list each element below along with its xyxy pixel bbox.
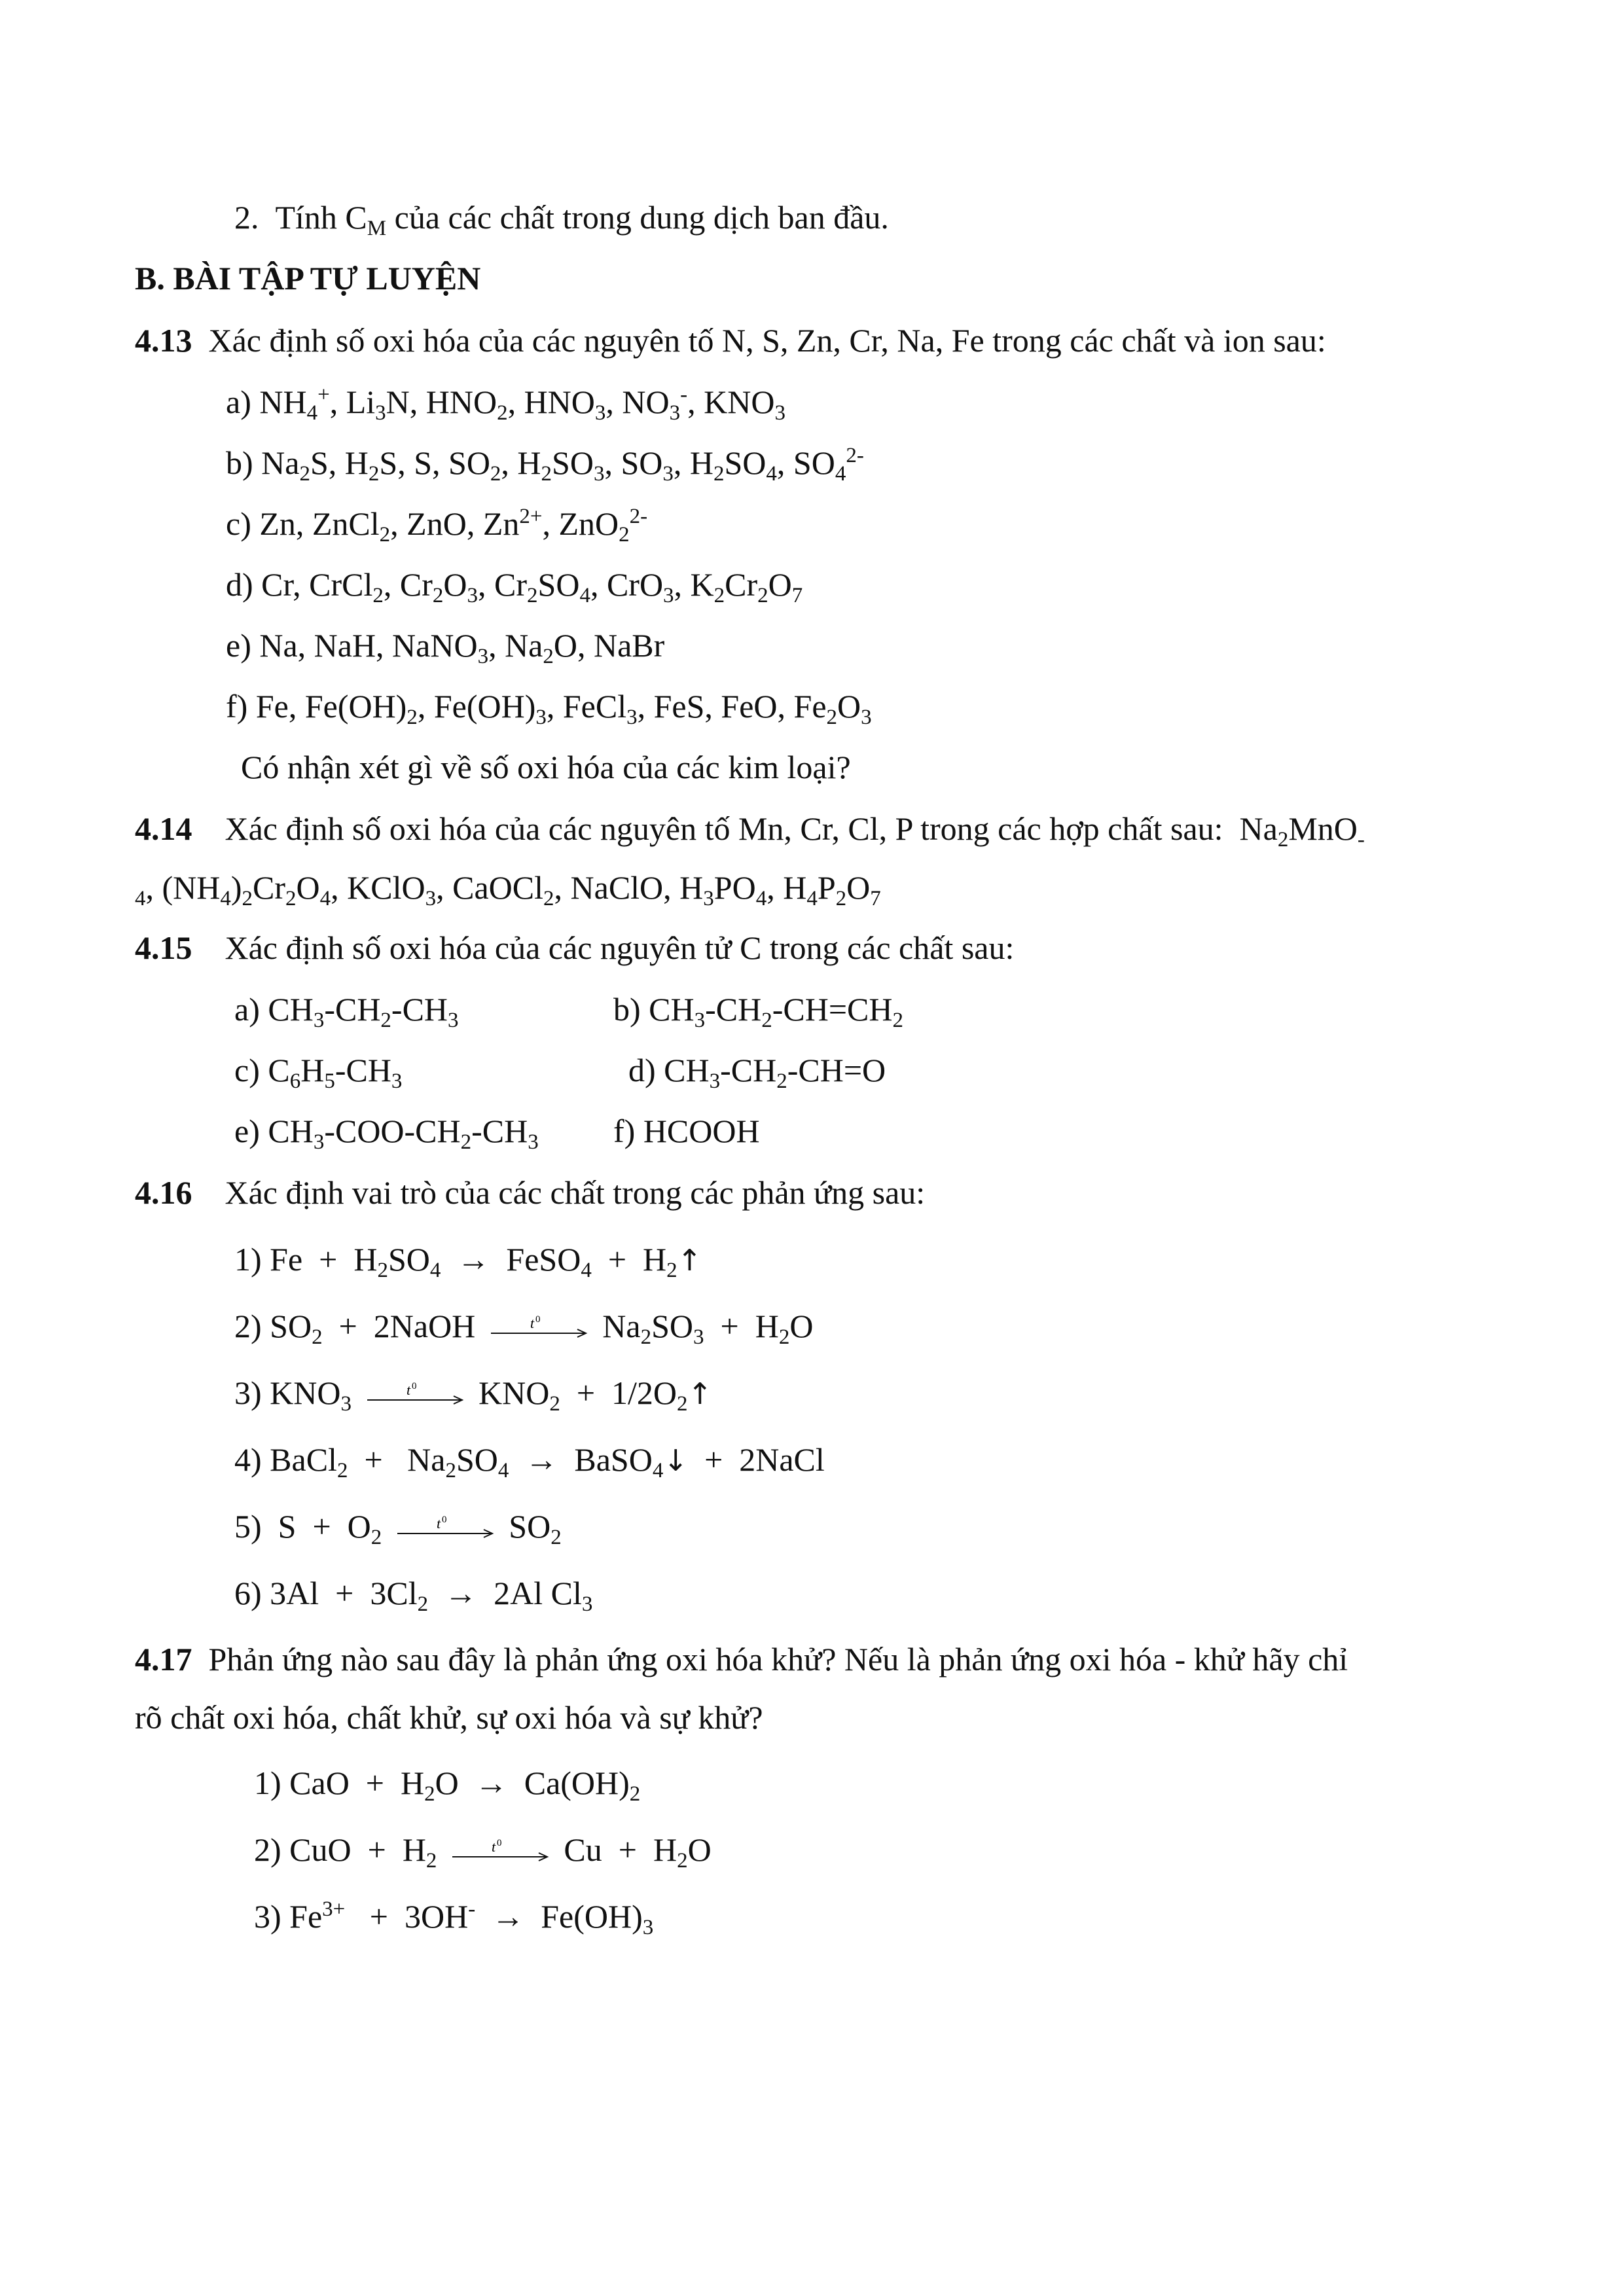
heat-arrow-icon <box>366 1380 464 1407</box>
q413-item-e: e) Na, NaH, NaNO$_3$, $Na_2O$, NaBr <box>226 627 665 668</box>
question-4-17-continued: rõ chất oxi hóa, chất khử, sự oxi hóa và sự khử? <box>135 1699 763 1736</box>
reaction-number: 3) <box>254 1898 281 1935</box>
heat-label: t <box>530 1315 535 1331</box>
item-label: a) <box>226 384 251 420</box>
question-4-13 <box>135 321 1326 360</box>
intro-item-2 <box>234 198 889 240</box>
section-title: B. BÀI TẬP TỰ LUYỆN <box>135 260 481 296</box>
item-label: d) <box>628 1052 656 1088</box>
heat-arrow-graphic <box>451 1837 549 1863</box>
reaction-number: 4) <box>234 1441 262 1478</box>
question-number: 4.13 <box>135 322 192 359</box>
reaction-number: 2) <box>234 1308 262 1344</box>
q415-item-d: d) $CH_3-CH_2-CH=O$ <box>628 1052 886 1093</box>
q416-reaction-6: 6) $3Al + 3Cl_2 \to 2Al$ $Cl_3$ <box>234 1575 593 1616</box>
q417-reaction-3: 3) $Fe^{3+} + 3OH^- \to Fe(OH)_3$ <box>254 1897 654 1939</box>
reaction-number: 1) <box>254 1765 281 1801</box>
question-4-17 <box>135 1640 1348 1679</box>
heat-label: t <box>437 1515 441 1532</box>
item-label: f) <box>613 1113 636 1149</box>
q417-reaction-1: 1) CaO + $H_2O \to Ca(OH)_2$ <box>254 1765 641 1806</box>
q416-reaction-1: 1) $Fe + H_2SO_4$ → FeSO$_4$ + $H_2↑$ <box>234 1241 702 1282</box>
question-text: Xác định vai trò của các chất trong các phản ứng sau: <box>225 1174 926 1211</box>
item-label: e) <box>226 627 251 664</box>
heat-arrow-graphic <box>490 1314 588 1340</box>
reaction-number: 5) <box>234 1508 262 1545</box>
question-4-14: 4.14 Xác định số oxi hóa của các nguyên tố Mn, Cr, Cl, P trong các hợp chất sau: $Na_2MnO_-$ <box>135 810 1365 852</box>
item-text: HCOOH <box>643 1113 760 1149</box>
question-number: 4.16 <box>135 1174 192 1211</box>
heat-label: t <box>406 1382 411 1398</box>
question-number: 4.14 <box>135 810 192 847</box>
question-4-15 <box>135 928 1014 967</box>
item-number: 2. <box>234 199 259 236</box>
heat-arrow-graphic <box>366 1380 464 1407</box>
question-text: Xác định số oxi hóa của các nguyên tử C trong các chất sau: <box>225 929 1015 966</box>
item-label: b) <box>226 444 253 481</box>
heat-arrow-icon <box>451 1837 549 1863</box>
heat-label-superscript: 0 <box>442 1515 447 1525</box>
q413-note: Có nhận xét gì về số oxi hóa của các kim loại? <box>241 749 851 785</box>
item-label: d) <box>226 566 253 603</box>
item-label: c) <box>226 505 251 542</box>
heat-label: t <box>492 1839 496 1855</box>
heat-arrow-icon <box>396 1514 494 1540</box>
gas-arrow-icon: ↑ <box>687 1376 713 1411</box>
precipitate-arrow-icon: ↓ <box>663 1443 689 1478</box>
subscript: M <box>367 216 387 240</box>
q416-reaction-2: 2) $SO_2$ + 2NaOH t 0 $Na_2SO_3 + H_2O$ <box>234 1308 814 1349</box>
q415-item-a: a) $CH_3-CH_2-CH_3$ <box>234 991 459 1032</box>
q414-compounds: $_4$, $(NH_4)_2Cr_2O_4$, KClO$_3$, CaOCl$_2$, NaClO, $H_3PO_4$, $H_4P_2O_7$ <box>135 869 881 910</box>
question-text: Xác định số oxi hóa của các nguyên tố N, S, Zn, Cr, Na, Fe trong các chất và ion sau: <box>208 322 1326 359</box>
item-text: Tính C <box>275 199 367 236</box>
q413-item-d: d) Cr, CrCl$_2$, $Cr_2O_3$, $Cr_2SO_4$, CrO$_3$, $K_2Cr_2O_7$ <box>226 566 803 607</box>
heat-label-superscript: 0 <box>497 1838 502 1848</box>
heat-label-superscript: 0 <box>535 1314 541 1325</box>
q413-item-a: a) $NH_4^+$, $Li_3N$, $HNO_2$, $HNO_3$, $NO_3^-$, $KNO_3$ <box>226 382 785 425</box>
q413-item-c: c) Zn, ZnCl$_2$, ZnO, $Zn^{2+}$, ZnO$_2^{2-}$ <box>226 504 648 547</box>
reaction-number: 2) <box>254 1831 281 1868</box>
question-text: Xác định số oxi hóa của các nguyên tố Mn, Cr, Cl, P trong các hợp chất sau: <box>225 810 1231 847</box>
question-number: 4.15 <box>135 929 192 966</box>
heat-arrow-icon <box>490 1314 588 1340</box>
q415-item-b: b) $CH_3-CH_2-CH=CH_2$ <box>613 991 903 1032</box>
item-text: của các chất trong dung dịch ban đầu. <box>386 199 889 236</box>
q416-reaction-5: 5) $S + O_2$ t 0 $SO_2$ <box>234 1508 562 1549</box>
question-text: Phản ứng nào sau đây là phản ứng oxi hóa khử? Nếu là phản ứng oxi hóa - khử hãy chỉ <box>208 1641 1348 1677</box>
q417-reaction-2: 2) CuO + $H_2$ t 0 $Cu + H_2O$ <box>254 1831 712 1873</box>
item-label: f) <box>226 688 248 725</box>
q415-item-c: c) $C_6H_5-CH_3$ <box>234 1052 403 1093</box>
reaction-number: 3) <box>234 1374 262 1411</box>
question-number: 4.17 <box>135 1641 192 1677</box>
q413-item-b: b) $Na_2S$, $H_2S$, S, $SO_2$, $H_2SO_3$, $SO_3$, $H_2SO_4$, $SO_4^{2-}$ <box>226 443 864 486</box>
q416-reaction-4: 4) BaCl$_2$ + $Na_2SO_4$ → BaSO$_4$↓ + 2NaCl <box>234 1441 825 1482</box>
q415-item-f <box>613 1111 760 1151</box>
item-label: b) <box>613 991 641 1028</box>
item-label: e) <box>234 1113 260 1149</box>
q416-reaction-3: 3) $KNO_3$ t 0 $KNO_2$ + $1/2O_2↑$ <box>234 1374 713 1416</box>
item-label: c) <box>234 1052 260 1088</box>
q415-item-e: e) $CH_3-COO-CH_2-CH_3$ <box>234 1113 539 1154</box>
heat-arrow-graphic <box>396 1514 494 1540</box>
question-4-16 <box>135 1173 925 1212</box>
item-label: a) <box>234 991 260 1028</box>
q413-item-f: f) Fe, $Fe(OH)_2$, $Fe(OH)_3$, FeCl$_3$, FeS, FeO, $Fe_2O_3$ <box>226 688 872 729</box>
reaction-number: 1) <box>234 1241 262 1278</box>
gas-arrow-icon: ↑ <box>677 1243 702 1278</box>
heat-label-superscript: 0 <box>411 1381 417 1391</box>
reaction-number: 6) <box>234 1575 262 1611</box>
